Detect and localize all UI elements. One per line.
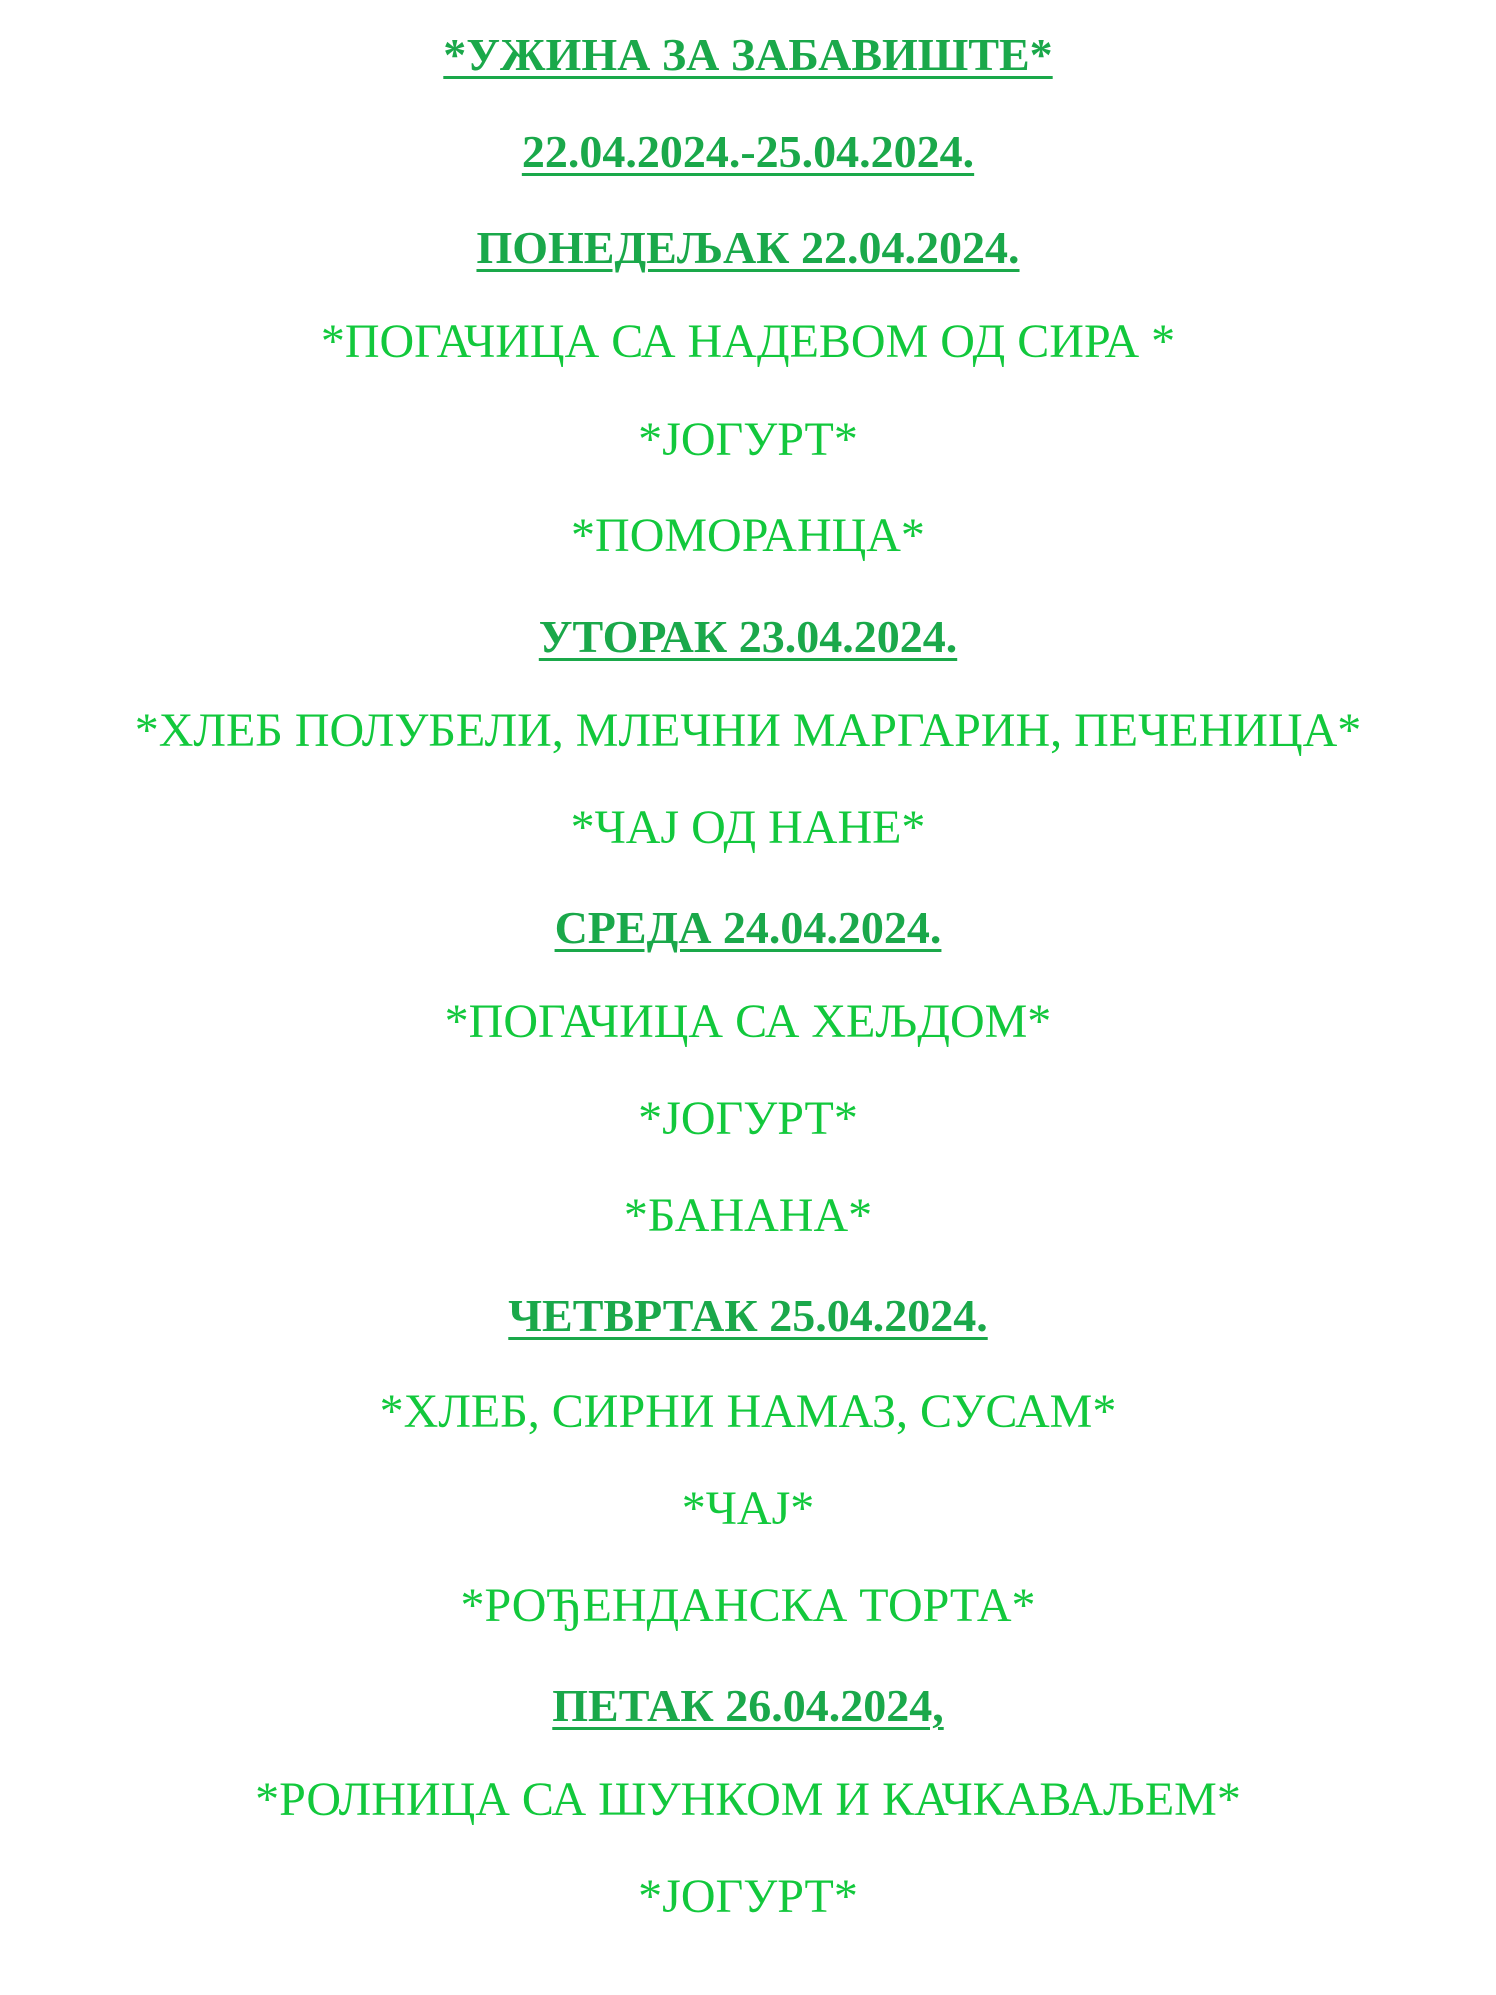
menu-item: *ПОГАЧИЦА СА НАДЕВОМ ОД СИРА *	[320, 315, 1176, 368]
menu-item: *ЧАЈ ОД НАНЕ*	[570, 801, 926, 854]
menu-title: *УЖИНА ЗА ЗАБАВИШТЕ*	[443, 29, 1053, 80]
day-heading-tuesday: УТОРАК 23.04.2024.	[538, 611, 958, 662]
menu-item: *ЈОГУРТ*	[638, 1092, 858, 1145]
menu-item: *РОЛНИЦА СА ШУНКОМ И КАЧКАВАЉЕМ*	[255, 1773, 1241, 1826]
day-heading-friday: ПЕТАК 26.04.2024,	[552, 1680, 944, 1731]
menu-item: *ПОГАЧИЦА СА ХЕЉДОМ*	[444, 995, 1052, 1048]
day-heading-wednesday: СРЕДА 24.04.2024.	[554, 902, 942, 953]
date-range: 22.04.2024.-25.04.2024.	[521, 126, 975, 177]
menu-item: *ЧАЈ*	[681, 1482, 815, 1535]
menu-item: *ХЛЕБ, СИРНИ НАМАЗ, СУСАМ*	[379, 1385, 1117, 1438]
menu-item: *РОЂЕНДАНСКА ТОРТА*	[460, 1579, 1036, 1632]
day-heading-thursday: ЧЕТВРТАК 25.04.2024.	[508, 1290, 988, 1341]
menu-item: *ЈОГУРТ*	[638, 1870, 858, 1923]
day-heading-monday: ПОНЕДЕЉАК 22.04.2024.	[476, 222, 1020, 273]
menu-item: *ЈОГУРТ*	[638, 413, 858, 466]
menu-item: *ХЛЕБ ПОЛУБЕЛИ, МЛЕЧНИ МАРГАРИН, ПЕЧЕНИЦА*	[134, 704, 1362, 757]
menu-item: *ПОМОРАНЦА*	[571, 509, 925, 562]
menu-item: *БАНАНА*	[623, 1189, 873, 1242]
